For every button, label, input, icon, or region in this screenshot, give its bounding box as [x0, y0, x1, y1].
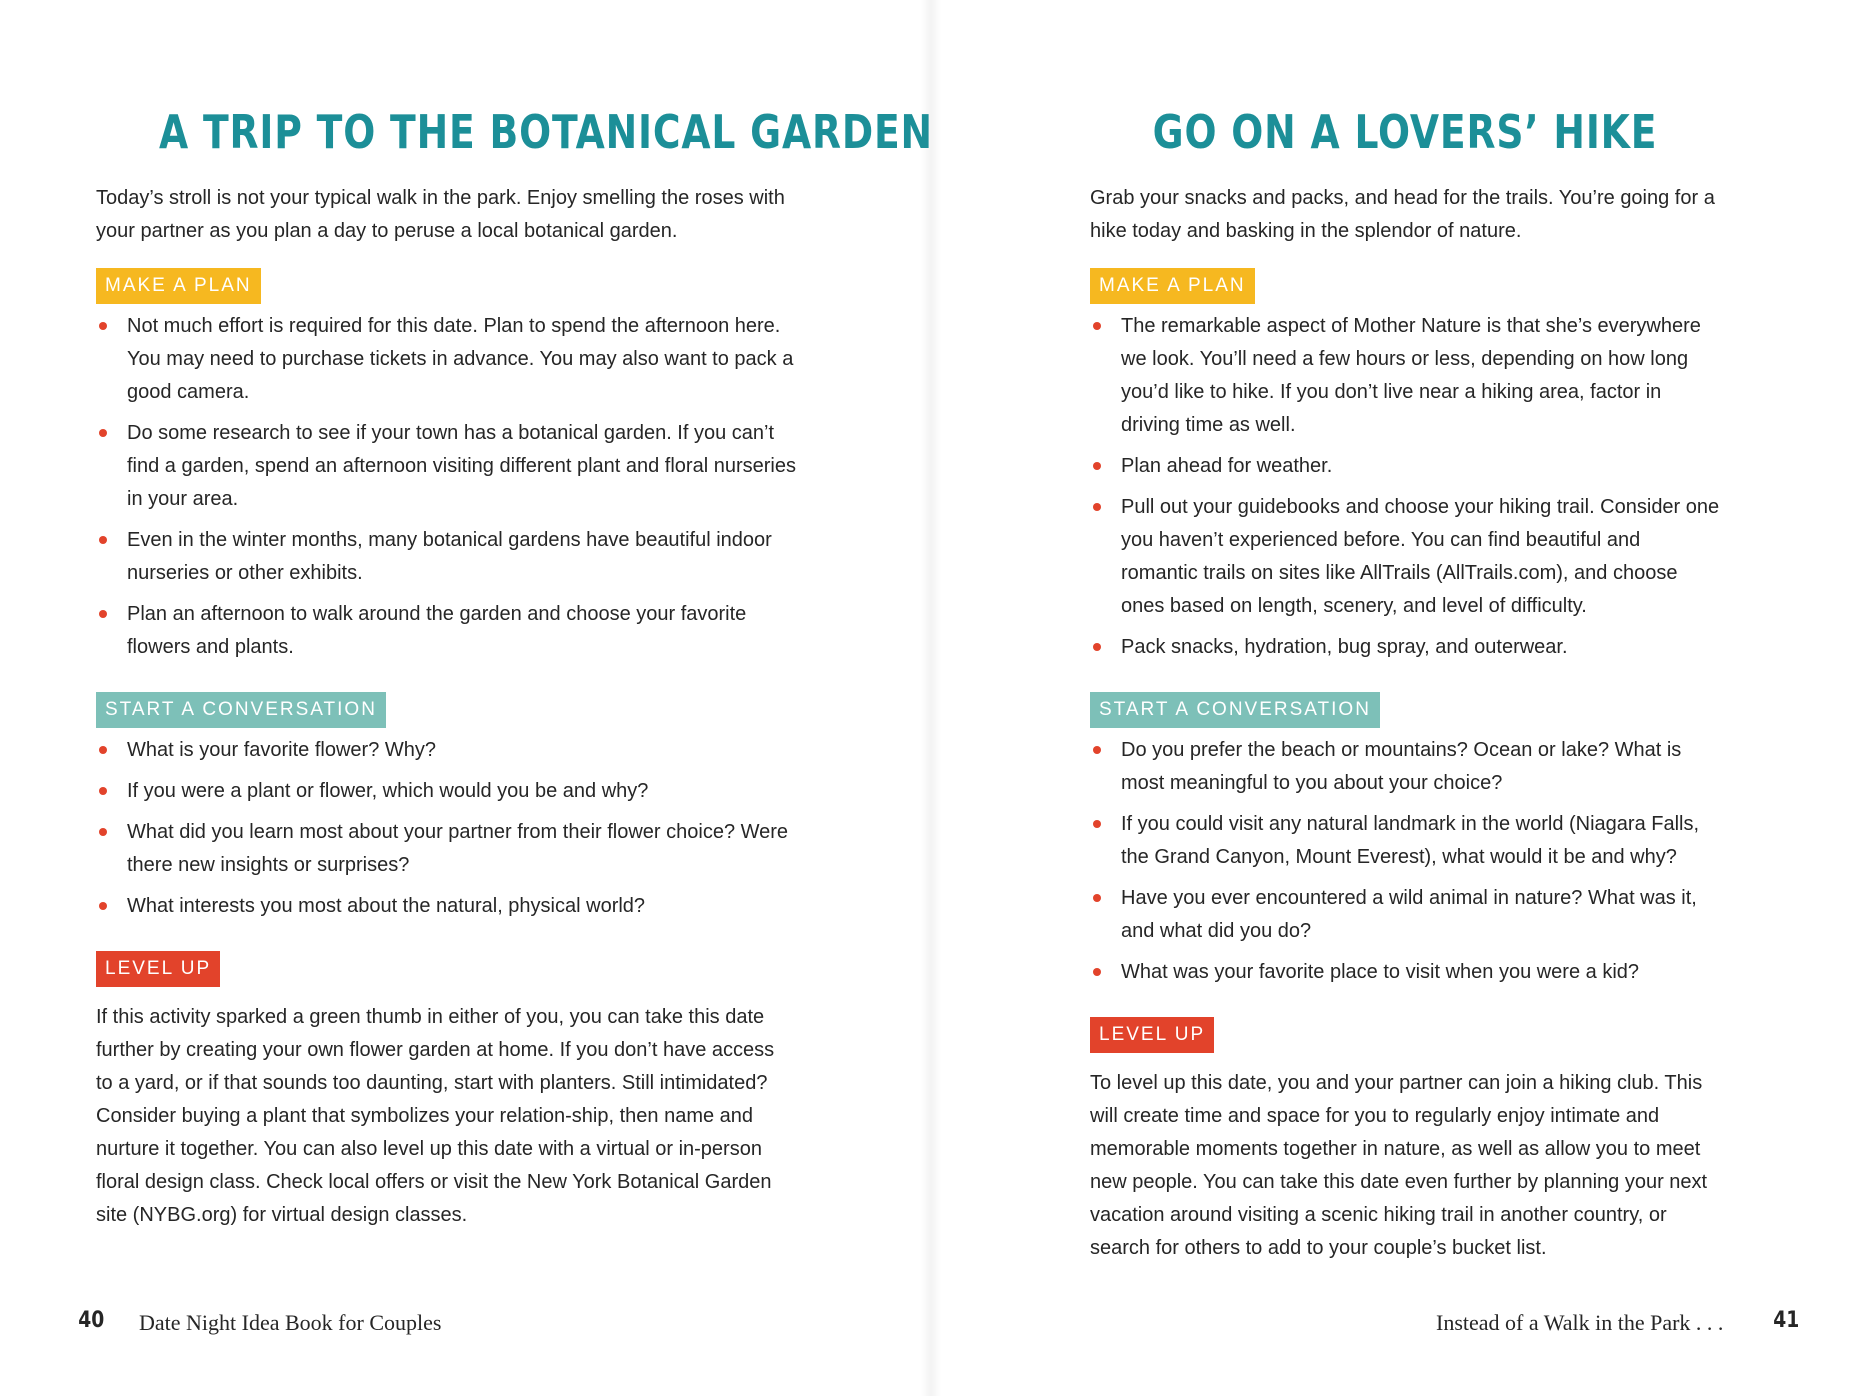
- right-level-up-label: LEVEL UP: [1090, 1017, 1214, 1053]
- right-level-up-text: To level up this date, you and your partner can join a hiking club. This will create time and space for you to regularly enjoy intimate and memorable moments together in nature, as well as allow you to meet new people. You can take this date even further by planning your next vacation around visiting a scenic hiking trail in another country, or search for others to add to your couple’s bucket list.: [1090, 1072, 1708, 1259]
- list-item: If you could visit any natural landmark in the world (Niagara Falls, the Grand Canyon, Mount Everest), what would it be and why?: [1090, 808, 1720, 874]
- left-level-up-text: If this activity sparked a green thumb in either of you, you can take this date further by creating your own flower garden at home. If you don’t have access to a yard, or if that sounds too daunting, start with planters. Still intimidated? Consider buying a plant that symbolizes your relation-ship, then name and nurture it together. You can also level up this date with a virtual or in-person floral design class. Check local offers or visit the New York Botanical Garden site (NYBG.org) for virtual design classes.: [96, 1006, 775, 1226]
- list-item: Plan ahead for weather.: [1090, 450, 1720, 483]
- left-page-number: 40: [78, 1308, 105, 1333]
- left-page-title: A TRIP TO THE BOTANICAL GARDEN: [159, 105, 933, 159]
- right-running-title: Instead of a Walk in the Park . . .: [1436, 1310, 1724, 1335]
- right-column: [1090, 0, 1720, 1265]
- list-item: Not much effort is required for this date. Plan to spend the afternoon here. You may need to purchase tickets in advance. You may also want to pack a good camera.: [96, 310, 796, 409]
- list-item: What did you learn most about your partner from their flower choice? Were there new insights or surprises?: [96, 816, 796, 882]
- left-conversation-list: [96, 734, 796, 923]
- right-page-number: 41: [1773, 1308, 1800, 1333]
- right-make-a-plan-label: MAKE A PLAN: [1090, 268, 1255, 304]
- left-make-a-plan-list: [96, 310, 796, 664]
- left-make-a-plan-label: MAKE A PLAN: [96, 268, 261, 304]
- left-column: [96, 0, 933, 1232]
- list-item: What interests you most about the natural, physical world?: [96, 890, 796, 923]
- list-item: Do you prefer the beach or mountains? Ocean or lake? What is most meaningful to you about your choice?: [1090, 734, 1720, 800]
- left-intro: Today’s stroll is not your typical walk in the park. Enjoy smelling the roses with your partner as you plan a day to peruse a local botanical garden.: [96, 187, 785, 242]
- list-item: Pull out your guidebooks and choose your hiking trail. Consider one you haven’t experienced before. You can find beautiful and romantic trails on sites like AllTrails (AllTrails.com), and choose ones based on length, scenery, and level of difficulty.: [1090, 491, 1720, 623]
- right-page: [931, 0, 1862, 1396]
- list-item: Pack snacks, hydration, bug spray, and outerwear.: [1090, 631, 1720, 664]
- right-start-a-conversation-label: START A CONVERSATION: [1090, 692, 1380, 728]
- right-conversation-list: [1090, 734, 1720, 989]
- left-level-up-label: LEVEL UP: [96, 951, 220, 987]
- list-item: If you were a plant or flower, which would you be and why?: [96, 775, 796, 808]
- list-item: Plan an afternoon to walk around the garden and choose your favorite flowers and plants.: [96, 598, 796, 664]
- left-start-a-conversation-label: START A CONVERSATION: [96, 692, 386, 728]
- list-item: What was your favorite place to visit when you were a kid?: [1090, 956, 1720, 989]
- list-item: What is your favorite flower? Why?: [96, 734, 796, 767]
- list-item: The remarkable aspect of Mother Nature is that she’s everywhere we look. You’ll need a few hours or less, depending on how long you’d like to hike. If you don’t live near a hiking area, factor in driving time as well.: [1090, 310, 1720, 442]
- right-make-a-plan-list: [1090, 310, 1720, 664]
- list-item: Do some research to see if your town has a botanical garden. If you can’t find a garden, spend an afternoon visiting different plant and floral nurseries in your area.: [96, 417, 796, 516]
- list-item: Even in the winter months, many botanical gardens have beautiful indoor nurseries or other exhibits.: [96, 524, 796, 590]
- list-item: Have you ever encountered a wild animal in nature? What was it, and what did you do?: [1090, 882, 1720, 948]
- right-intro: Grab your snacks and packs, and head for the trails. You’re going for a hike today and basking in the splendor of nature.: [1090, 187, 1715, 242]
- left-running-title: Date Night Idea Book for Couples: [139, 1310, 442, 1335]
- right-page-title: GO ON A LOVERS’ HIKE: [1152, 105, 1658, 159]
